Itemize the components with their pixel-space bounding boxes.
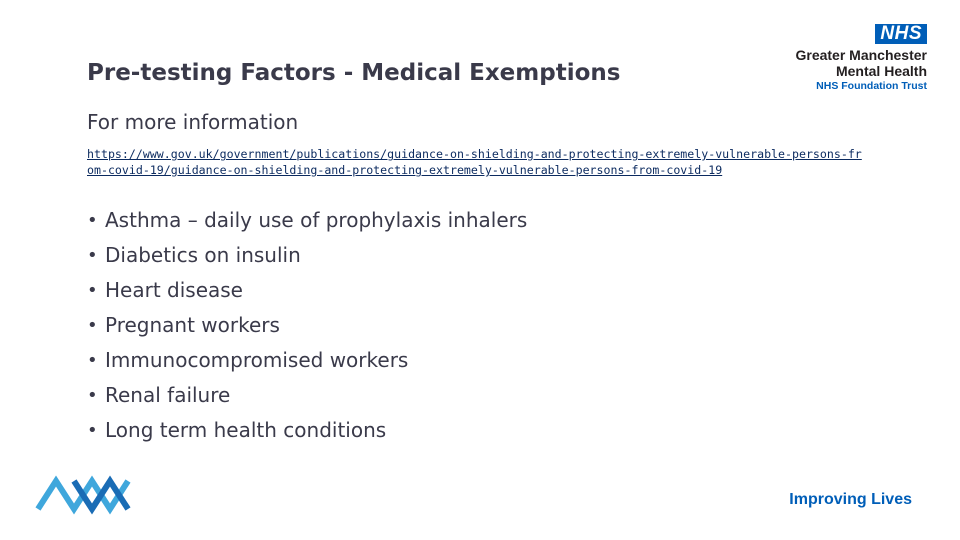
bullet-icon: • — [87, 280, 98, 301]
list-item-text: Heart disease — [105, 278, 243, 302]
org-name-line1: Greater Manchester — [795, 47, 927, 63]
ghost-watermark — [758, 66, 762, 82]
guidance-link[interactable]: https://www.gov.uk/government/publications/guidance-on-shielding-and-protecting-extremely-vulnerable-persons-from-covid-19/guidance-on-shielding-and-protecting-extremely-vulnerable-persons-from-covid-19 — [87, 147, 862, 177]
list-item — [87, 308, 527, 343]
list-item-text: Renal failure — [105, 383, 231, 407]
bullet-icon: • — [87, 385, 98, 406]
list-item — [87, 273, 527, 308]
list-item-text: Asthma – daily use of prophylaxis inhalers — [105, 208, 528, 232]
org-name-line2: Mental Health — [835, 63, 927, 79]
bullet-icon: • — [87, 420, 98, 441]
tagline: Improving Lives — [789, 491, 912, 508]
list-item — [87, 378, 527, 413]
gmmh-zigzag-logo-icon — [34, 473, 134, 515]
bullet-icon: • — [87, 350, 98, 371]
org-name — [795, 47, 927, 79]
list-item — [87, 203, 527, 238]
list-item-text: Long term health conditions — [105, 418, 387, 442]
org-trust: NHS Foundation Trust — [816, 80, 927, 92]
slide-title: Pre-testing Factors - Medical Exemptions — [87, 60, 621, 86]
slide-subtitle: For more information — [87, 110, 299, 134]
bullet-icon: • — [87, 245, 98, 266]
bullet-icon: • — [87, 315, 98, 336]
list-item-text: Immunocompromised workers — [105, 348, 409, 372]
list-item-text: Diabetics on insulin — [105, 243, 301, 267]
list-item-text: Pregnant workers — [105, 313, 280, 337]
bullet-icon: • — [87, 210, 98, 231]
nhs-badge: NHS — [875, 24, 927, 44]
bullet-list — [87, 203, 527, 448]
list-item — [87, 413, 527, 448]
list-item — [87, 343, 527, 378]
list-item — [87, 238, 527, 273]
